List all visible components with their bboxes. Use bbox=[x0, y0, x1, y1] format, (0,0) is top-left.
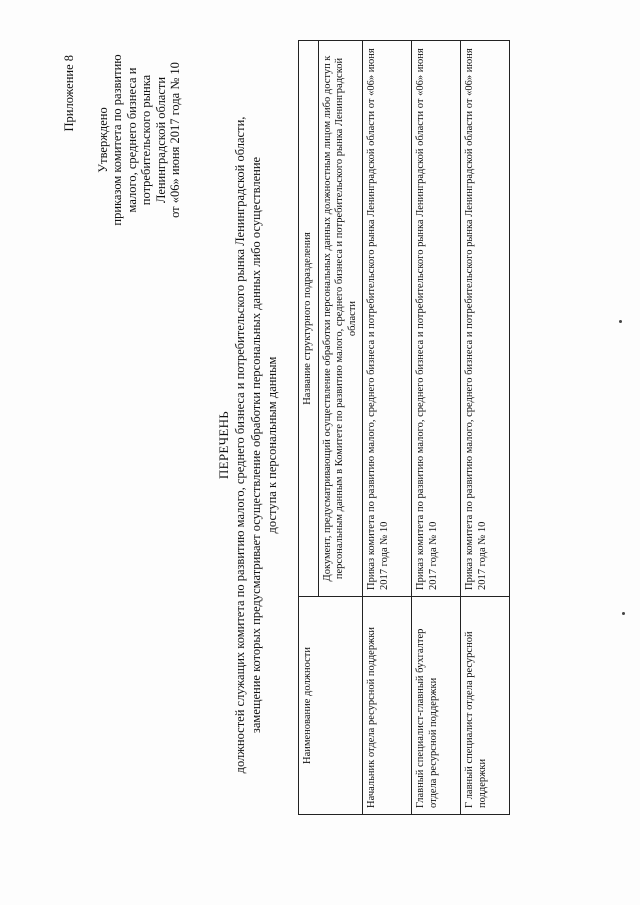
header-position: Наименование должности bbox=[299, 597, 363, 815]
approval-line: приказом комитета по развитию bbox=[110, 54, 125, 226]
heading-line: доступа к персональным данным bbox=[264, 356, 279, 534]
table-header-row bbox=[299, 41, 319, 815]
table-row bbox=[363, 41, 412, 815]
approval-line: малого, среднего бизнеса и bbox=[124, 67, 139, 213]
appendix-label: Приложение 8 bbox=[62, 55, 76, 132]
cell-position: Главный специалист-главный бухгалтер отдела ресурсной поддержки bbox=[412, 597, 461, 815]
header-document: Документ, предусматривающий осуществление обработки персональных данных должностным лицом либо доступ к персональным данным в Комитете по развитию малого, среднего бизнеса и потребительского рынка Ленинградской области bbox=[318, 41, 363, 597]
heading-line: замещение которых предусматривает осуществление обработки персональных данных либо осуществление bbox=[248, 156, 263, 734]
scan-speck bbox=[622, 612, 625, 615]
document-title: ПЕРЕЧЕНЬ bbox=[216, 410, 231, 480]
cell-position: Г лавный специалист отдела ресурсной поддержки bbox=[461, 597, 510, 815]
approval-block bbox=[96, 25, 182, 255]
approval-line: от «06» июня 2017 года № 10 bbox=[167, 62, 182, 218]
cell-document: Приказ комитета по развитию малого, среднего бизнеса и потребительского рынка Ленинградской области от «06» июня 2017 года № 10 bbox=[461, 41, 510, 597]
document-heading bbox=[216, 25, 280, 865]
heading-line: должностей служащих комитета по развитию малого, среднего бизнеса и потребительского рынка Ленинградской области, bbox=[233, 116, 248, 774]
table-row bbox=[412, 41, 461, 815]
approval-line: Ленинградской области bbox=[153, 76, 168, 204]
positions-table bbox=[298, 40, 510, 815]
cell-document: Приказ комитета по развитию малого, среднего бизнеса и потребительского рынка Ленинградской области от «06» июня 2017 года № 10 bbox=[412, 41, 461, 597]
cell-position: Начальник отдела ресурсной поддержки bbox=[363, 597, 412, 815]
table-row bbox=[461, 41, 510, 815]
cell-document: Приказ комитета по развитию малого, среднего бизнеса и потребительского рынка Ленинградской области от «06» июня 2017 года № 10 bbox=[363, 41, 412, 597]
scan-speck bbox=[619, 320, 622, 323]
approval-line: Утверждено bbox=[96, 107, 110, 173]
approval-line: потребительского рынка bbox=[139, 74, 154, 206]
header-department: Название структурного подразделения bbox=[299, 41, 319, 597]
